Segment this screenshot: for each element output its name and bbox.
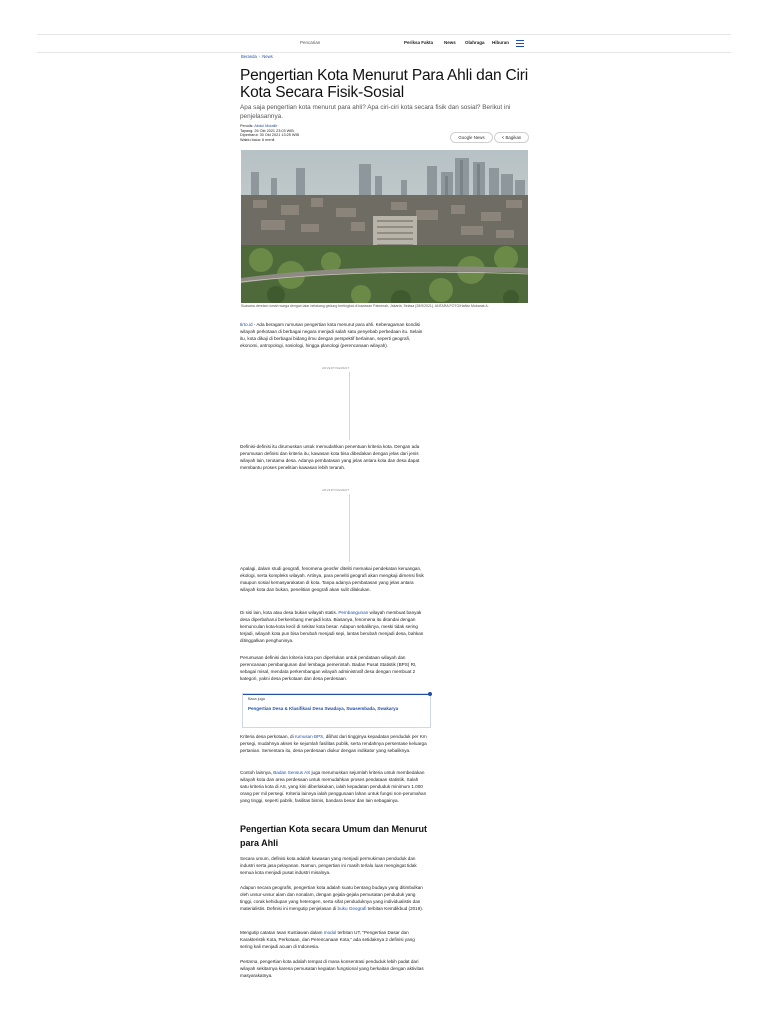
- breadcrumb: [241, 54, 273, 59]
- nav-item-hiburan[interactable]: Hiburan: [492, 40, 510, 45]
- section-heading: Pengertian Kota secara Umum dan Menurut para Ahli: [240, 824, 428, 848]
- nav-item-olahraga[interactable]: Olahraga: [465, 40, 485, 45]
- image-caption: Suasana deretan rumah warga dengan latar belakang gedung bertingkat di kawasan Palmerah, Jakarta, Selasa (28/9/2021). ANTARA FOTO/Hafidz Mubarak A.: [241, 304, 489, 308]
- article-paragraph: Secara umum, definisi kota adalah kawasan yang menjadi permukiman penduduk dan industri serta jasa pelayanan. Namun, pengertian ini masih terlalu luas mengingat tidak semua kota menjadi pusat industri misalnya.: [240, 856, 417, 876]
- paragraph-text: terbitan Kemdikbud (2019).: [366, 906, 424, 912]
- census-link[interactable]: Badan Sensus AS: [273, 770, 311, 775]
- article-meta: [240, 124, 299, 142]
- nav-item-periksa-fakta[interactable]: Periksa Fakta: [404, 40, 434, 45]
- top-navigation: [37, 34, 731, 53]
- search-link[interactable]: Pencarian: [300, 40, 321, 45]
- paragraph-text: - Ada beragam rumusan pengertian kota menurut para ahli. Keberagaman kondisi wilayah perkotaan di berbagai negara menjadi salah satu penyebab perbedaan itu. Selain itu, kota dikaji di berbagai bidang ilmu dengan perspektif berlainan, seperti geografi, ekonomi, antropologi, sosiologi, hingga planologi (perencanaan wilayah).: [240, 322, 423, 349]
- paragraph-text: juga merumuskan sejumlah kriteria untuk membedakan wilayah kota dan area perdesaan untuk memudahkan proses pendataan statistik. Salah satu kriteria kota di AS, yang kini diberlakukan, ialah kepadatan penduduk minimum 1.000 orang per mil persegi. Kriteria lainnya ialah penggunaan lahan untuk fungsi non-perumahan yang tinggi, seperti pabrik, fasilitas bisnis, bandara besar dan lain sebagainya.: [240, 770, 427, 804]
- article-subtitle: Apa saja pengertian kota menurut para ahli? Apa ciri-ciri kota secara fisik dan sosial? Berikut ini penjelasannya.: [240, 104, 511, 120]
- article-paragraph: Apalagi, dalam studi geografi, fenomena geosfer diteliti memakai pendekatan keruangan, ekologi, serta kompleks wilayah. Artinya, para peneliti geografi akan mengkaji dimensi fisik maupun sosial kemasyarakatan di kota. Tanpa adanya pembatasan yang jelas antara wilayah kota dan bukan, penelitian geografi akan sulit dilakukan.: [240, 566, 424, 593]
- share-icon: <: [501, 135, 505, 140]
- paragraph-text: wilayah membuat banyak desa diperbaharui berkembang menjadi kota. Biasanya, fenomena itu ditandai dengan kemunculan kota-kota kecil di sekitar kota besar. Adapun sebaliknya, meski tidak sering terjadi, wilayah kota pun bisa berubah menjadi sepi, lantas berubah menjadi desa, bahkan ditinggalkan penghuninya.: [240, 610, 424, 644]
- author-prefix: Penulis:: [240, 124, 255, 128]
- read-also-dot-icon: [428, 692, 432, 696]
- read-also-accent-bar: [243, 694, 430, 695]
- pembangunan-link[interactable]: Pembangunan: [338, 610, 369, 615]
- paragraph-text: terbitan UT, "Pengertian Dasar dan Karakteristik Kota, Perkotaan, dan Perencanaan Kota," ada setidaknya 2 definisi yang sering kali menjadi acuan di Indonesia.: [240, 930, 415, 950]
- paragraph-text: Adapun secara geografis, pengertian kota adalah suatu bentang budaya yang ditimbulkan oleh unsur-unsur alam dan nonalam, dengan gejala-gejala pemusatan penduduk yang tinggi, corak kehidupan yang heterogen, serta sifat penduduknya yang individualistis dan materialistis. Definisi ini mengutip penjelasan di: [240, 885, 423, 912]
- advertisement-slot: [349, 372, 350, 440]
- paragraph-text: Di sisi lain, kota atau desa bukan wilayah statis.: [240, 610, 339, 615]
- published-date: Tayang: 26 Okt 2021 23:03 WIB,: [240, 128, 295, 133]
- article-paragraph: [240, 929, 428, 950]
- article-title: Pengertian Kota Menurut Para Ahli dan Ciri Kota Secara Fisik-Sosial: [240, 67, 528, 101]
- article-paragraph: [240, 321, 428, 349]
- article-paragraph: [240, 609, 428, 644]
- author-link[interactable]: Abdul Mutalib: [254, 124, 278, 128]
- paragraph-text: , pengertian kota adalah tempat di mana konsentrasi penduduk lebih padat dari wilayah sekitarnya karena pemusatan kegiatan fungsional yang berkaitan dengan aktivitas masyarakatnya.: [240, 959, 424, 979]
- google-news-label: Google News: [458, 135, 485, 140]
- paragraph-text: Contoh lainnya,: [240, 770, 274, 775]
- source-link[interactable]: tirto.id: [240, 322, 253, 327]
- nav-item-news[interactable]: News: [444, 40, 456, 45]
- modul-link[interactable]: modul: [323, 930, 337, 935]
- share-button[interactable]: [494, 132, 529, 143]
- paragraph-text: Mengutip catatan Iwan Kustiawan dalam: [240, 930, 324, 935]
- advertisement-label: ADVERTISEMENT: [322, 366, 350, 370]
- article-paragraph: Definisi-definisi itu dirumuskan untuk memudahkan penentuan kriteria kota. Dengan ada perumusan definisi dan kriteria itu, kawasan kota bisa dibedakan dengan jelas dari jenis wilayah lain, terutama desa. Adanya pembatasan yang jelas antara kota dan desa dapat membantu proses penelitian kawasan lebih terarah.: [240, 444, 420, 471]
- geografi-book-link[interactable]: buku Geografi: [337, 906, 367, 912]
- read-also-label: Baca juga: [248, 697, 265, 701]
- article-paragraph: [240, 769, 428, 804]
- advertisement-slot: [349, 494, 350, 562]
- advertisement-label: ADVERTISEMENT: [322, 488, 350, 492]
- google-news-button[interactable]: [450, 132, 493, 143]
- article-paragraph: Perumusan definisi dan kriteria kota pun diperlukan untuk pendataan wilayah dan perencanaan pembangunan dari lembaga pemerintah. Badan Pusat Statistik (BPS) RI, sebagai misal, mendata perkembangan wilayah administratif desa dengan membuat 2 kategori, yakni desa perkotaan dan desa perdesaan.: [240, 655, 417, 682]
- breadcrumb-section[interactable]: News: [262, 54, 273, 59]
- hero-image: [241, 150, 528, 303]
- updated-date: Diperbarui: 30 Okt 2021 13:25 WIB: [240, 133, 300, 138]
- share-label: Bagikan: [505, 135, 522, 140]
- read-also-link[interactable]: Pengertian Desa & Klasifikasi Desa Swadaya, Swasembada, Swakarya: [248, 706, 399, 711]
- article-paragraph: [240, 733, 428, 754]
- city-skyline-image: [241, 150, 528, 303]
- menu-icon[interactable]: [516, 40, 524, 47]
- breadcrumb-home[interactable]: Beranda: [241, 54, 257, 59]
- article-paragraph: [240, 884, 428, 912]
- paragraph-text: , dilihat dari tingginya kepadatan penduduk per Km persegi, mudahnya akses ke sejumlah fasilitas publik, serta rendahnya persentase keluarga pertanian. Sementara itu, desa perdesaan diukur dengan indikator yang sebaliknya.: [240, 734, 427, 754]
- read-also-box: [242, 693, 431, 728]
- article-paragraph: [240, 958, 428, 979]
- emphasis-text: Pertama: [240, 959, 258, 964]
- paragraph-text: Kriteria desa perkotaan, di: [240, 734, 295, 739]
- breadcrumb-separator-icon: ›: [258, 54, 261, 59]
- read-time: Waktu baca: 6 menit: [240, 137, 275, 142]
- bps-link[interactable]: rumusan BPS: [294, 734, 324, 739]
